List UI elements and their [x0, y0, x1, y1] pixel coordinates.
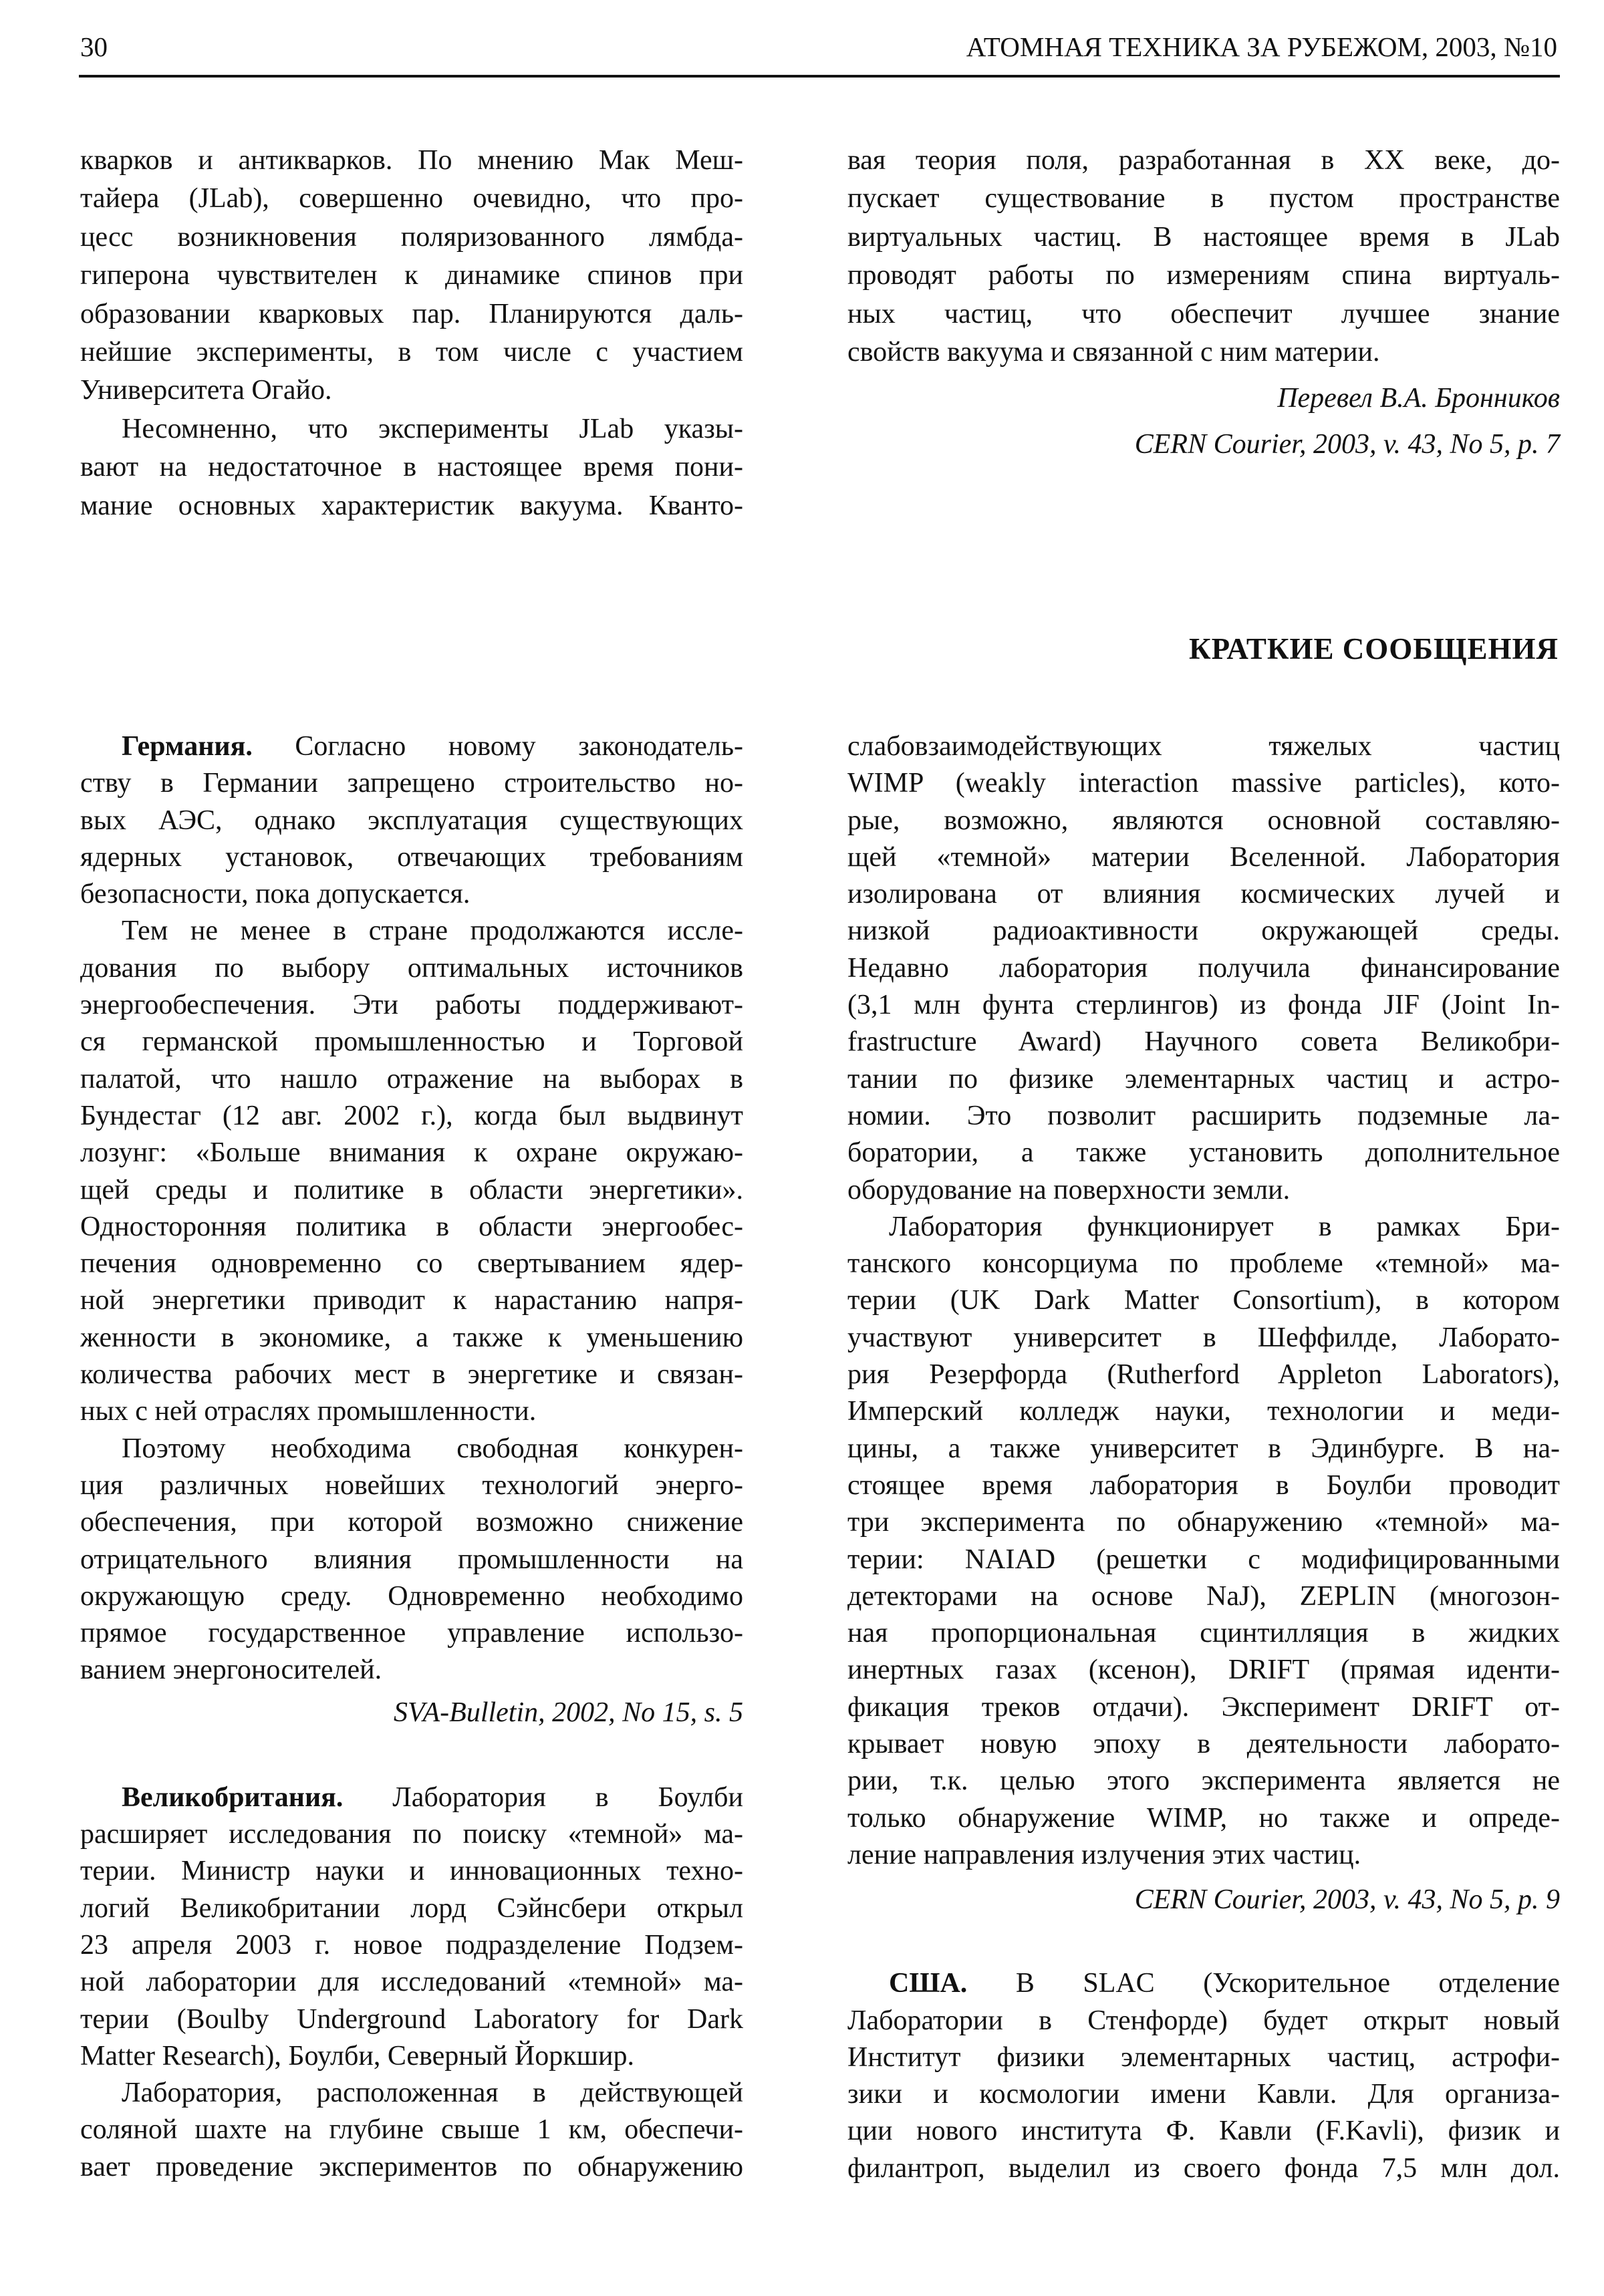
line-text: Бундестаг (12 авг. 2002 г.), когда был выдвинут	[80, 1100, 743, 1131]
source-citation: CERN Courier, 2003, v. 43, No 5, p. 7	[1134, 429, 1560, 460]
text-line	[80, 1467, 743, 1504]
text-line	[80, 1135, 743, 1171]
line-text: ной лаборатории для исследований «темной» ма-	[80, 1967, 743, 1998]
text-line	[80, 2001, 743, 2038]
line-text: 23 апреля 2003 г. новое подразделение Подзем-	[80, 1929, 743, 1961]
line-text: Согласно новому законодатель-	[252, 731, 743, 762]
paragraph	[847, 1209, 1560, 1874]
text-line	[80, 1964, 743, 2001]
page-number: 30	[80, 31, 108, 62]
text-line	[80, 987, 743, 1024]
text-line	[80, 1246, 743, 1282]
text-line	[80, 448, 743, 486]
text-line	[847, 987, 1560, 1024]
line-text: ление направления излучения этих частиц.	[847, 1839, 1361, 1870]
line-text: Matter Research), Боулби, Северный Йоркшир.	[80, 2040, 634, 2071]
text-line	[847, 803, 1560, 839]
line-text: оборудование на поверхности земли.	[847, 1174, 1291, 1205]
line-text: ных частиц, что обеспечит лучшее знание	[847, 298, 1560, 329]
text-line	[80, 1853, 743, 1890]
text-line	[847, 333, 1560, 372]
line-text: рые, возможно, являются основной составляю-	[847, 805, 1560, 836]
text-line	[847, 2003, 1560, 2039]
text-line	[80, 1209, 743, 1246]
line-text: вая теория поля, разработанная в XX веке, до-	[847, 145, 1560, 176]
line-text: обеспечения, при которой возможно снижение	[80, 1507, 743, 1538]
line-text: ству в Германии запрещено строительство но-	[80, 768, 743, 799]
line-text: щей «темной» материи Вселенной. Лаборатория	[847, 841, 1560, 873]
text-line	[847, 1061, 1560, 1098]
line-text: изолирована от влияния космических лучей и	[847, 879, 1560, 910]
text-line	[847, 728, 1560, 765]
text-line	[80, 728, 743, 765]
line-text: гиперона чувствителен к динамике спинов при	[80, 260, 743, 291]
line-text: (3,1 млн фунта стерлингов) из фонда JIF (Joint In-	[847, 990, 1560, 1021]
line-text: низкой радиоактивности окружающей среды.	[847, 915, 1560, 947]
text-line	[847, 1800, 1560, 1837]
uk-source: CERN Courier, 2003, v. 43, No 5, p. 9	[1134, 1884, 1560, 1916]
line-text: вают на недостаточное в настоящее время пони-	[80, 452, 743, 483]
line-text: Поэтому необходима свободная конкурен-	[122, 1433, 743, 1464]
line-text: рии, т.к. целью этого эксперимента является не	[847, 1765, 1560, 1797]
top-article-left-column	[80, 142, 743, 525]
line-text: WIMP (weakly interaction massive particles), кото-	[847, 768, 1560, 799]
text-line	[847, 1652, 1560, 1689]
news-uk-continued	[847, 728, 1560, 1874]
line-text: дования по выбору оптимальных источников	[80, 952, 743, 984]
text-line	[847, 876, 1560, 913]
line-text: терии: NAIAD (решетки с модифицированными	[847, 1544, 1560, 1575]
text-line	[80, 1927, 743, 1964]
text-line	[847, 1726, 1560, 1763]
paragraph	[847, 1965, 1560, 2187]
text-line	[80, 1816, 743, 1853]
line-text: печения одновременно со свертыванием ядер-	[80, 1248, 743, 1280]
line-text: крывает новую эпоху в деятельности лаборато-	[847, 1729, 1560, 1760]
line-text: виртуальных частиц. В настоящее время в JLab	[847, 221, 1560, 253]
journal-running-title: АТОМНАЯ ТЕХНИКА ЗА РУБЕЖОМ, 2003, №10	[966, 31, 1557, 62]
text-line	[80, 2038, 743, 2075]
line-text: Односторонняя политика в области энергообес-	[80, 1211, 743, 1242]
section-title: КРАТКИЕ СООБЩЕНИЯ	[1188, 632, 1559, 666]
line-text: Университета Огайо.	[80, 375, 332, 406]
text-line	[80, 487, 743, 525]
text-line	[847, 1431, 1560, 1467]
text-line	[80, 1172, 743, 1209]
paragraph	[847, 142, 1560, 372]
text-line	[80, 1356, 743, 1393]
text-line	[847, 2076, 1560, 2113]
text-line	[80, 803, 743, 839]
line-text: Имперский колледж науки, технологии и меди-	[847, 1396, 1560, 1427]
line-text: Институт физики элементарных частиц, астрофи-	[847, 2041, 1560, 2073]
text-line	[80, 295, 743, 333]
text-line	[80, 1890, 743, 1927]
text-line	[847, 950, 1560, 987]
text-line	[847, 1393, 1560, 1430]
line-text: тайера (JLab), совершенно очевидно, что про-	[80, 183, 743, 214]
country-heading: США.	[889, 1968, 968, 1999]
text-line	[847, 2150, 1560, 2187]
paragraph	[80, 142, 743, 410]
text-line	[80, 180, 743, 218]
text-line	[847, 2113, 1560, 2150]
line-text: тании по физике элементарных частиц и астро-	[847, 1063, 1560, 1095]
header-rule	[79, 75, 1560, 78]
text-line	[847, 1172, 1560, 1209]
text-line	[847, 1024, 1560, 1060]
line-text: три эксперимента по обнаружению «темной» ма-	[847, 1507, 1560, 1538]
text-line	[80, 2149, 743, 2186]
text-line	[847, 1965, 1560, 2002]
line-text: образовании кварковых пар. Планируются даль-	[80, 298, 743, 329]
text-line	[80, 1578, 743, 1615]
news-germany	[80, 728, 743, 1689]
text-line	[80, 1282, 743, 1319]
line-text: ных с ней отраслях промышленности.	[80, 1396, 537, 1427]
line-text: женности в экономике, а также к уменьшению	[80, 1322, 743, 1353]
text-line	[80, 333, 743, 372]
line-text: цины, а также университет в Эдинбурге. В на-	[847, 1433, 1560, 1464]
text-line	[80, 219, 743, 257]
line-text: кварков и антикварков. По мнению Мак Меш-	[80, 145, 743, 176]
text-line	[847, 1098, 1560, 1135]
line-text: только обнаружение WIMP, но также и опреде-	[847, 1802, 1560, 1834]
line-text: вает проведение экспериментов по обнаружению	[80, 2151, 743, 2182]
text-line	[80, 1024, 743, 1060]
line-text: Лаборатория, расположенная в действующей	[122, 2077, 743, 2109]
text-line	[847, 1578, 1560, 1615]
text-line	[80, 1320, 743, 1356]
line-text: ванием энергоносителей.	[80, 1655, 382, 1686]
paragraph	[80, 2075, 743, 2186]
text-line	[80, 1542, 743, 1578]
line-text: пускает существование в пустом пространстве	[847, 183, 1560, 214]
line-text: зики и космологии имени Кавли. Для организа-	[847, 2079, 1560, 2110]
paragraph	[80, 913, 743, 1430]
line-text: детекторами на основе NaJ), ZEPLIN (многозон-	[847, 1580, 1560, 1612]
text-line	[80, 1504, 743, 1541]
country-heading: Германия.	[122, 731, 253, 762]
line-text: танского консорциума по проблеме «темной» ма-	[847, 1248, 1560, 1280]
line-text: палатой, что нашло отражение на выборах в	[80, 1063, 743, 1095]
line-text: инертных газах (ксенон), DRIFT (прямая иденти-	[847, 1655, 1560, 1686]
line-text: ядерных установок, отвечающих требованиям	[80, 841, 743, 873]
text-line	[847, 1837, 1560, 1874]
text-line	[847, 839, 1560, 876]
line-text: ции нового института Ф. Кавли (F.Kavli), физик и	[847, 2116, 1560, 2147]
line-text: терии (UK Dark Matter Consortium), в котором	[847, 1285, 1560, 1316]
line-text: филантроп, выделил из своего фонда 7,5 млн дол.	[847, 2152, 1560, 2184]
line-text: свойств вакуума и связанной с ним материи.	[847, 336, 1380, 368]
text-line	[847, 1246, 1560, 1282]
text-line	[847, 257, 1560, 295]
text-line	[847, 1689, 1560, 1726]
text-line	[80, 950, 743, 987]
text-line	[80, 372, 743, 410]
top-article-right-column	[847, 142, 1560, 464]
text-line	[847, 180, 1560, 218]
line-text: соляной шахте на глубине свыше 1 км, обеспечи-	[80, 2114, 743, 2146]
text-line	[847, 1282, 1560, 1319]
text-line	[80, 142, 743, 180]
country-heading: Великобритания.	[122, 1781, 344, 1813]
line-text: боратории, а также установить дополнительное	[847, 1137, 1560, 1169]
text-line	[80, 410, 743, 448]
line-text: Лаборатории в Стенфорде) будет открыт новый	[847, 2005, 1560, 2036]
paragraph	[80, 1431, 743, 1689]
line-text: расширяет исследования по поиску «темной» ма-	[80, 1819, 743, 1850]
line-text: Тем не менее в стране продолжаются иссле-	[122, 915, 743, 947]
text-line	[80, 1431, 743, 1467]
paragraph	[80, 410, 743, 525]
line-text: ная пропорциональная сцинтилляция в жидких	[847, 1618, 1560, 1649]
paragraph	[80, 728, 743, 913]
line-text: щей среды и политике в области энергетики».	[80, 1174, 743, 1205]
text-line	[80, 257, 743, 295]
line-text: окружающую среду. Одновременно необходимо	[80, 1580, 743, 1612]
text-line	[80, 1779, 743, 1816]
line-text: Лаборатория функционирует в рамках Бри-	[889, 1211, 1560, 1242]
text-line	[80, 876, 743, 913]
text-line	[847, 142, 1560, 180]
line-text: безопасности, пока допускается.	[80, 879, 471, 910]
text-line	[80, 1393, 743, 1430]
text-line	[80, 2112, 743, 2148]
paragraph	[847, 728, 1560, 1209]
line-text: нейшие эксперименты, в том числе с участием	[80, 336, 743, 368]
line-text: мание основных характеристик вакуума. Кванто-	[80, 490, 743, 521]
line-text: количества рабочих мест в энергетике и связан-	[80, 1359, 743, 1391]
line-text: ся германской промышленностью и Торговой	[80, 1026, 743, 1058]
line-text: участвуют университет в Шеффилде, Лаборато-	[847, 1322, 1560, 1353]
line-text: вых АЭС, однако эксплуатация существующих	[80, 805, 743, 836]
line-text: прямое государственное управление использо-	[80, 1618, 743, 1649]
text-line	[847, 1467, 1560, 1504]
line-text: отрицательного влияния промышленности на	[80, 1544, 743, 1575]
line-text: рия Резерфорда (Rutherford Appleton Laborators),	[847, 1359, 1560, 1391]
text-line	[847, 1320, 1560, 1356]
text-line	[847, 765, 1560, 802]
text-line	[847, 2039, 1560, 2076]
text-line	[847, 1542, 1560, 1578]
text-line	[80, 1098, 743, 1135]
text-line	[847, 219, 1560, 257]
paragraph	[80, 1779, 743, 2075]
translator-credit: Перевел В.А. Бронников	[1277, 383, 1560, 414]
line-text: энергообеспечения. Эти работы поддерживают-	[80, 990, 743, 1021]
news-uk-start	[80, 1779, 743, 2186]
news-usa	[847, 1965, 1560, 2187]
text-line	[847, 1209, 1560, 1246]
line-text: Лаборатория в Боулби	[343, 1781, 743, 1813]
line-text: лозунг: «Больше внимания к охране окружаю-	[80, 1137, 743, 1169]
text-line	[80, 1061, 743, 1098]
text-line	[80, 765, 743, 802]
line-text: номии. Это позволит расширить подземные ла-	[847, 1100, 1560, 1131]
text-line	[80, 2075, 743, 2112]
text-line	[847, 1135, 1560, 1171]
news-right-column	[847, 728, 1560, 2187]
line-text: фикация треков отдачи). Эксперимент DRIFT от-	[847, 1691, 1560, 1723]
text-line	[80, 913, 743, 950]
text-line	[847, 1504, 1560, 1541]
text-line	[80, 839, 743, 876]
text-line	[80, 1652, 743, 1689]
news-left-column	[80, 728, 743, 2186]
line-text: Несомненно, что эксперименты JLab указы-	[122, 413, 743, 444]
line-text: frastructure Award) Научного совета Великобри-	[847, 1026, 1560, 1058]
line-text: ция различных новейших технологий энерго-	[80, 1469, 743, 1501]
line-text: логий Великобритании лорд Сэйнсбери открыл	[80, 1892, 743, 1924]
line-text: В SLAC (Ускорительное отделение	[967, 1968, 1560, 1999]
text-line	[847, 295, 1560, 333]
line-text: проводят работы по измерениям спина виртуаль-	[847, 260, 1560, 291]
line-text: цесс возникновения поляризованного лямбда-	[80, 221, 743, 253]
text-line	[847, 913, 1560, 950]
line-text: терии. Министр науки и инновационных техно-	[80, 1856, 743, 1887]
text-line	[80, 1615, 743, 1652]
text-line	[847, 1615, 1560, 1652]
germany-source: SVA-Bulletin, 2002, No 15, s. 5	[393, 1697, 743, 1728]
line-text: терии (Boulby Underground Laboratory for Dark	[80, 2003, 743, 2035]
top-article-right-text	[847, 142, 1560, 372]
text-line	[847, 1356, 1560, 1393]
line-text: стоящее время лаборатория в Боулби проводит	[847, 1469, 1560, 1501]
text-line	[847, 1763, 1560, 1800]
line-text: Недавно лаборатория получила финансирование	[847, 952, 1560, 984]
line-text: ной энергетики приводит к нарастанию напря-	[80, 1285, 743, 1316]
line-text: слабовзаимодействующих тяжелых частиц	[847, 731, 1560, 762]
